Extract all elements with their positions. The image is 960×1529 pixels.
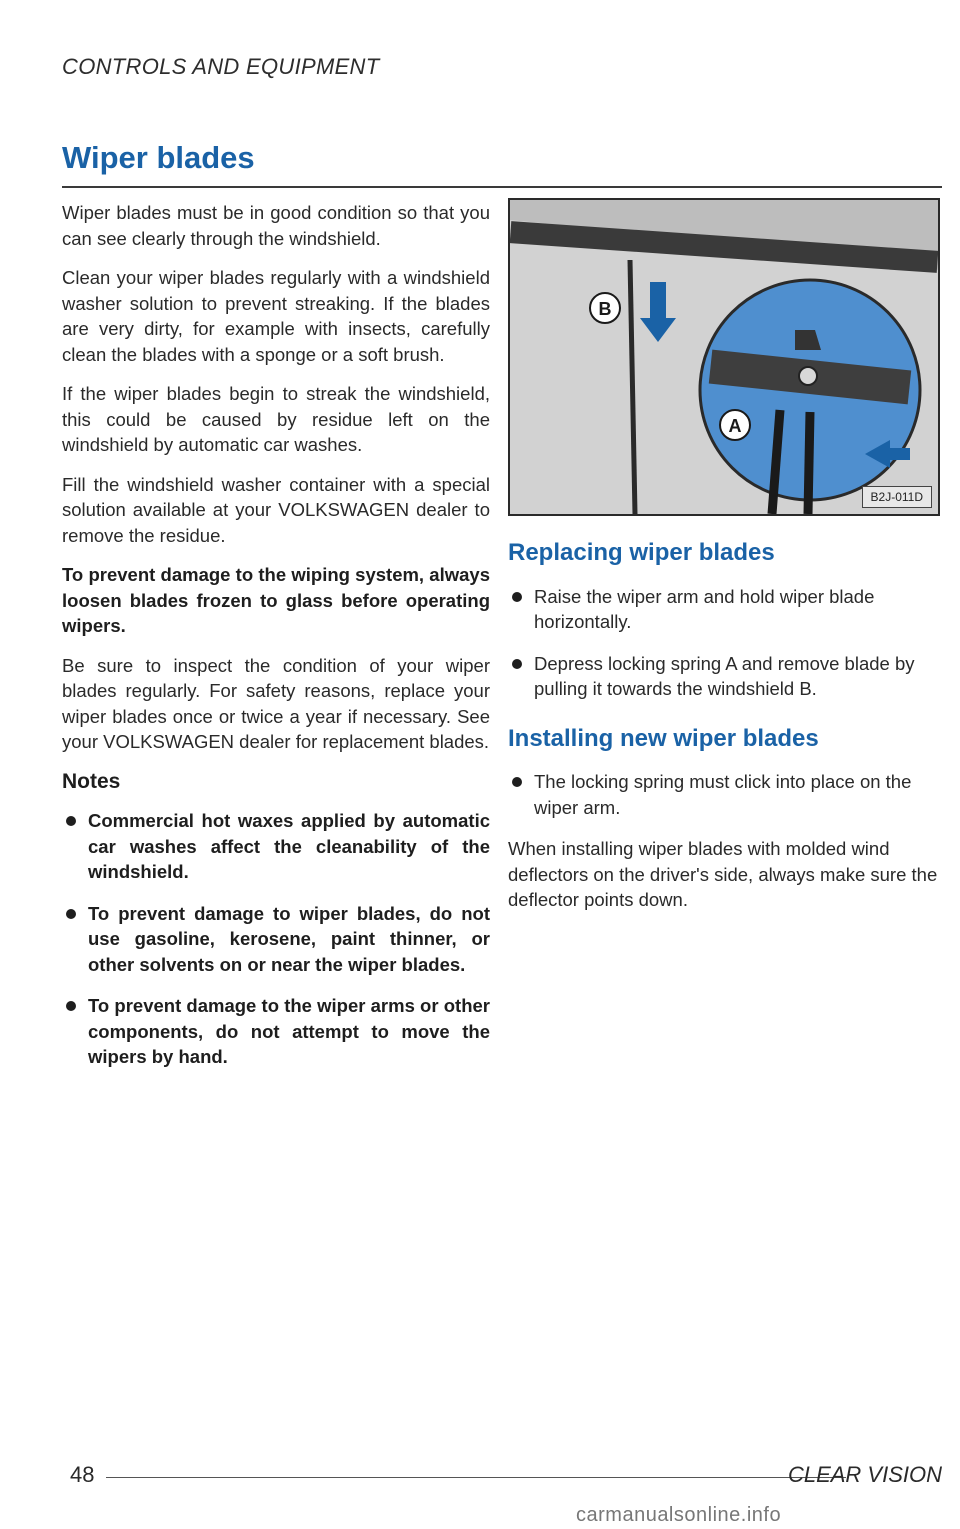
left-column (62, 200, 490, 1086)
footer-brand: CLEAR VISION (787, 1462, 942, 1487)
note-item: To prevent damage to wiper blades, do not use gasoline, kerosene, paint thinner, or other solvents on or near the wiper blades. (62, 901, 490, 978)
paragraph-washer-fluid: Fill the windshield washer container with a special solution available at your VOLKSWAGEN dealer to remove the residue. (62, 473, 490, 546)
section-header: CONTROLS AND EQUIPMENT (62, 54, 380, 79)
installing-heading: Installing new wiper blades (508, 724, 819, 752)
figure-code: B2J-011D (862, 486, 932, 508)
title-divider (62, 186, 942, 188)
right-column (508, 540, 942, 929)
site-watermark: carmanualsonline.info (576, 1504, 782, 1526)
note-item: Commercial hot waxes applied by automatic car washes affect the cleanability of the windshield. (62, 808, 490, 885)
wiper-diagram (510, 200, 938, 514)
notes-heading: Notes (62, 769, 121, 793)
wiper-illustration (508, 198, 940, 516)
page-number: 48 (70, 1462, 95, 1487)
page-title: Wiper blades (62, 140, 255, 175)
installing-step: The locking spring must click into place on the wiper arm. (508, 769, 942, 820)
label-a: A (728, 416, 742, 436)
warning-frozen-blades: To prevent damage to the wiping system, always loosen blades frozen to glass before operating wipers. (62, 564, 490, 636)
label-b: B (598, 299, 612, 319)
paragraph-cleaning: Clean your wiper blades regularly with a windshield washer solution to prevent streaking. If the blades are very dirty, for example with insects, carefully clean the blades with a sponge or a soft brush. (62, 267, 490, 365)
replacing-step: Raise the wiper arm and hold wiper blade horizontally. (508, 584, 942, 635)
installing-note: When installing wiper blades with molded wind deflectors on the driver's side, always make sure the deflector points down. (508, 838, 938, 910)
paragraph-inspect: Be sure to inspect the condition of your wiper blades regularly. For safety reasons, replace your wiper blades once or twice a year if necessary. See your VOLKSWAGEN dealer for replacement blades. (62, 654, 490, 752)
note-item: To prevent damage to the wiper arms or other components, do not attempt to move the wipers by hand. (62, 993, 490, 1070)
page-footer (62, 1462, 942, 1492)
replacing-heading: Replacing wiper blades (508, 539, 775, 566)
paragraph-streaking: If the wiper blades begin to streak the windshield, this could be caused by residue left on the windshield by automatic car washes. (62, 383, 490, 455)
footer-divider (106, 1477, 846, 1478)
paragraph-condition: Wiper blades must be in good condition so that you can see clearly through the windshield. (62, 202, 490, 249)
replacing-step: Depress locking spring A and remove blade by pulling it towards the windshield B. (508, 651, 942, 702)
